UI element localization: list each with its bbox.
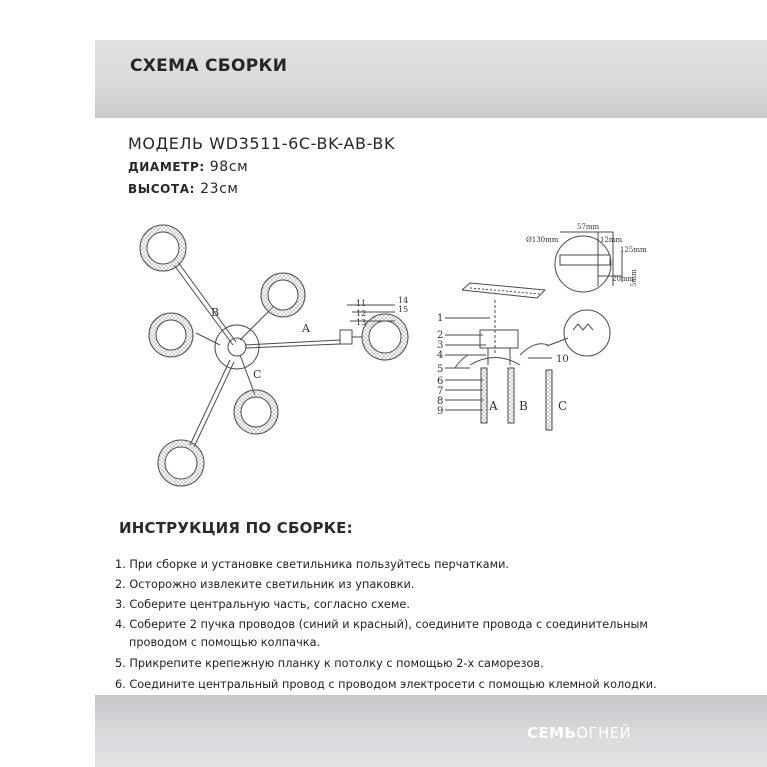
step-number: 6. bbox=[115, 678, 126, 691]
brand-logo bbox=[527, 724, 631, 742]
step-4-continuation: проводом с помощью колпачка. bbox=[129, 636, 321, 649]
step-3 bbox=[115, 596, 675, 614]
part-13: 13 bbox=[356, 318, 367, 327]
step-number: 4. bbox=[115, 618, 126, 631]
side-letter-a: A bbox=[489, 399, 498, 413]
part-7: 7 bbox=[437, 386, 444, 397]
footer-band bbox=[95, 695, 767, 767]
brand-bold: СЕМЬ bbox=[527, 724, 577, 742]
arm-label-b: B bbox=[211, 306, 220, 319]
side-letter-b: B bbox=[519, 399, 528, 413]
arm-label-a: A bbox=[302, 322, 310, 335]
step-text: Соедините центральный провод с проводом электросети с помощью клемной колодки. bbox=[129, 678, 657, 691]
part-5: 5 bbox=[437, 364, 444, 375]
step-text: При сборке и установке светильника пользуйтесь перчатками. bbox=[129, 558, 510, 571]
part-4: 4 bbox=[437, 350, 444, 361]
step-text: Осторожно извлеките светильник из упаковки. bbox=[129, 578, 415, 591]
dim-125mm: 125mm bbox=[620, 246, 647, 254]
step-number: 5. bbox=[115, 657, 126, 670]
dim-57mm: 57mm bbox=[577, 223, 600, 231]
step-number: 2. bbox=[115, 578, 126, 591]
height-value: 23см bbox=[195, 181, 239, 197]
dim-20mm: 20mm bbox=[612, 275, 635, 283]
step-2 bbox=[115, 576, 675, 594]
model-name: МОДЕЛЬ WD3511-6C-BK-AB-BK bbox=[128, 134, 396, 153]
diameter-label: ДИАМЕТР: bbox=[128, 160, 205, 174]
step-text: Прикрепите крепежную планку к потолку с помощью 2-х саморезов. bbox=[129, 657, 544, 670]
dim-130mm: Ø130mm bbox=[526, 236, 559, 244]
instructions-title: ИНСТРУКЦИЯ ПО СБОРКЕ: bbox=[119, 519, 353, 537]
part-6: 6 bbox=[437, 376, 444, 387]
part-2: 2 bbox=[437, 330, 444, 341]
part-15: 15 bbox=[398, 305, 409, 314]
arm-label-c: C bbox=[253, 368, 262, 381]
height-label: ВЫСОТА: bbox=[128, 182, 196, 196]
step-number: 1. bbox=[115, 558, 126, 571]
step-text: Соберите 2 пучка проводов (синий и красный), соедините провода с соединительным bbox=[129, 618, 648, 631]
part-12: 12 bbox=[356, 309, 367, 318]
step-text: Соберите центральную часть, согласно схеме. bbox=[129, 598, 410, 611]
step-6 bbox=[115, 676, 675, 694]
side-letter-c: C bbox=[558, 399, 568, 413]
part-8: 8 bbox=[437, 396, 444, 407]
part-9: 9 bbox=[437, 406, 444, 417]
step-number: 3. bbox=[115, 598, 126, 611]
dim-5mm: 5mm bbox=[630, 269, 638, 287]
page-title: СХЕМА СБОРКИ bbox=[130, 56, 288, 76]
dim-12mm: 12mm bbox=[600, 236, 623, 244]
part-10: 10 bbox=[556, 354, 569, 365]
part-14: 14 bbox=[398, 296, 409, 305]
step-1 bbox=[115, 556, 675, 574]
step-5 bbox=[115, 655, 675, 673]
diameter-value: 98см bbox=[204, 159, 249, 175]
part-3: 3 bbox=[437, 340, 444, 351]
step-4 bbox=[115, 616, 675, 634]
part-1: 1 bbox=[437, 313, 444, 324]
brand-light: ОГНЕЙ bbox=[576, 724, 632, 742]
part-11: 11 bbox=[356, 299, 367, 308]
